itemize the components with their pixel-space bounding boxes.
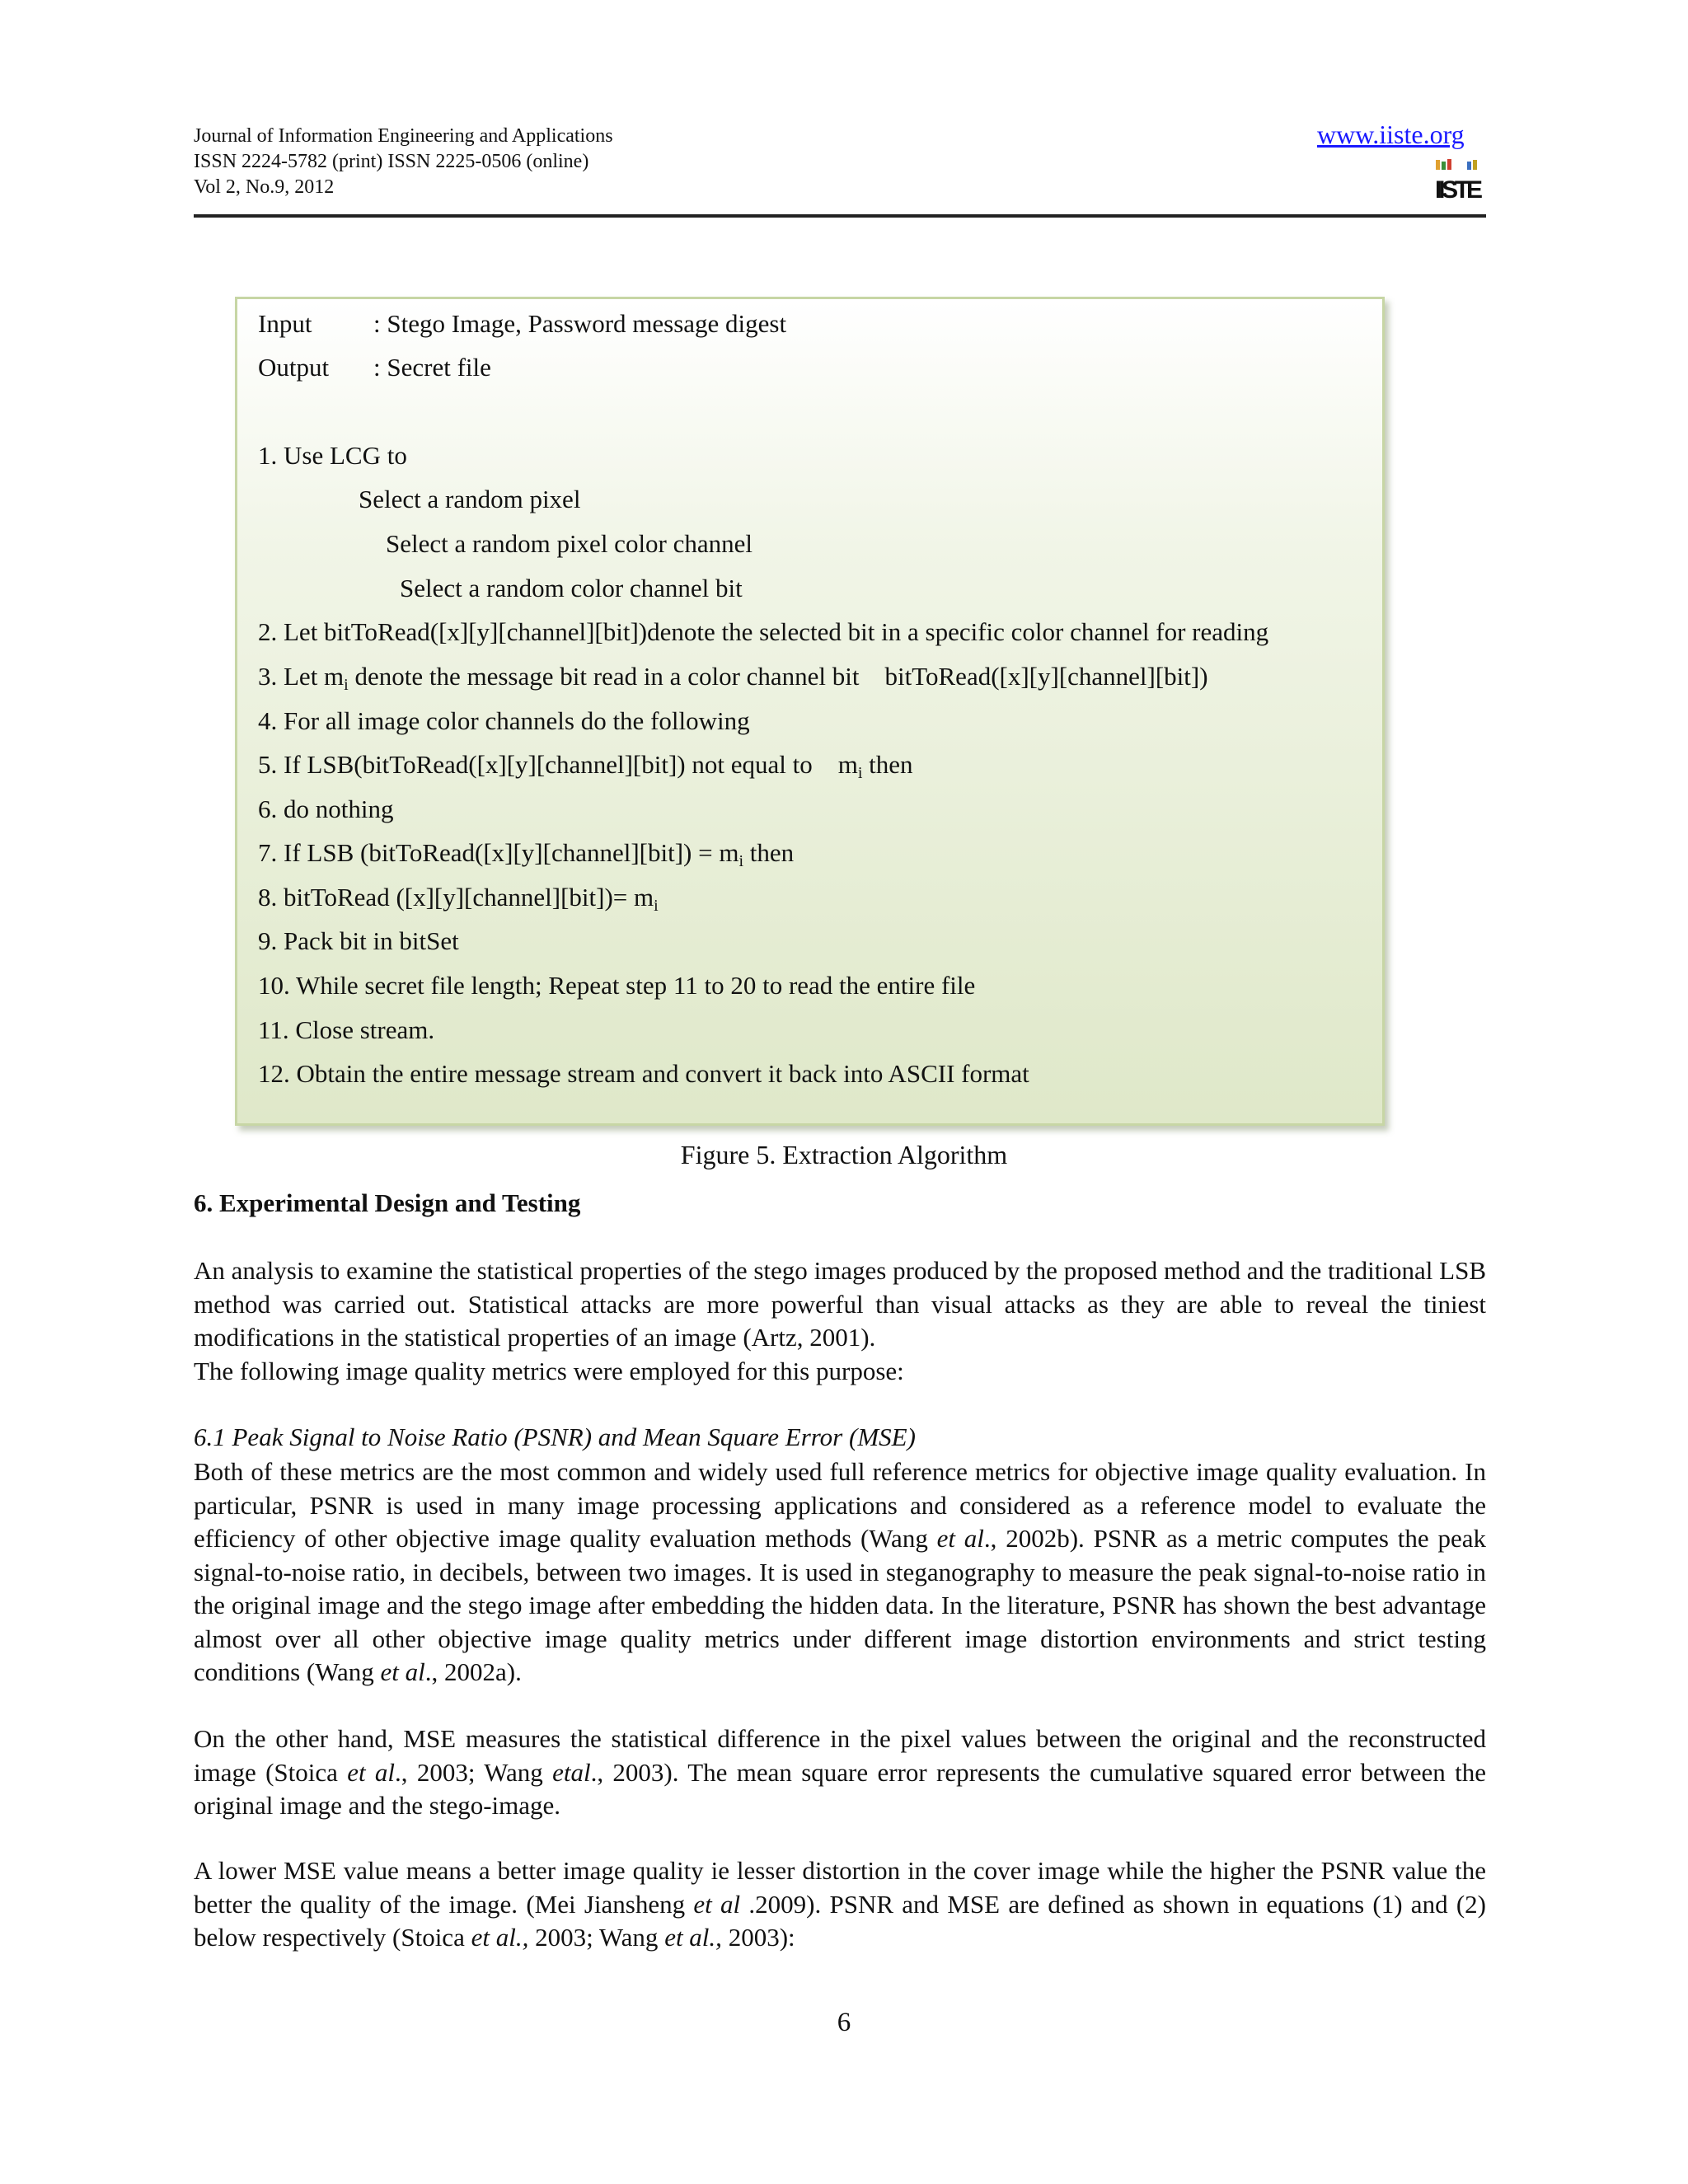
step-1a: Select a random pixel xyxy=(359,485,581,513)
figure-caption: Figure 5. Extraction Algorithm xyxy=(680,1140,1008,1169)
step-1c: Select a random color channel bit xyxy=(400,574,743,602)
page-number: 6 xyxy=(837,2008,851,2037)
input-label: Input xyxy=(258,309,312,338)
extraction-algorithm-box xyxy=(235,297,1385,1126)
step-12: 12. Obtain the entire message stream and convert it back into ASCII format xyxy=(258,1059,1029,1088)
output-value: : Secret file xyxy=(373,353,491,382)
step-5: 5. If LSB(bitToRead([x][y][channel][bit]) not equal to $m_i$ then xyxy=(258,750,913,782)
step-6: 6. do nothing xyxy=(258,794,394,823)
journal-url-link[interactable]: www.iiste.org xyxy=(1317,120,1465,149)
paragraph-1: An analysis to examine the statistical properties of the stego images produced by the proposed method and the traditional LSB method was carried out. Statistical attacks are more powerful than visual attacks as they are able to reveal the tiniest modifications in the statistical properties of an image (Artz, 2001). xyxy=(194,1256,1486,1352)
journal-title: Journal of Information Engineering and Applications xyxy=(194,125,613,147)
step-1b: Select a random pixel color channel xyxy=(386,529,753,558)
header-rule xyxy=(194,214,1486,218)
step-7: 7. If LSB (bitToRead([x][y][channel][bit]) = $m_i$ then xyxy=(258,838,795,870)
step-11: 11. Close stream. xyxy=(258,1015,435,1044)
paragraph-3: On the other hand, MSE measures the statistical difference in the pixel values between the original and the reconstructed image (Stoica et al., 2003; Wang etal., 2003). The mean square error represents the cumulative squared error between the original image and the stego-image. xyxy=(194,1724,1486,1820)
step-1: 1. Use LCG to xyxy=(258,441,407,470)
paragraph-2: Both of these metrics are the most common and widely used full reference metrics for objective image quality evaluation. In particular, PSNR is used in many image processing applications and considered as a reference model to evaluate the efficiency of other objective image quality evaluation methods (Wang et al., 2002b). PSNR as a metric computes the peak signal-to-noise ratio, in decibels, between two images. It is used in steganography to measure the peak signal-to-noise ratio in the original image and the stego image after embedding the hidden data. In the literature, PSNR has shown the best advantage almost over all other objective image quality metrics under different image distortion environments and strict testing conditions (Wang et al., 2002a). xyxy=(194,1457,1486,1686)
step-3: 3. Let $m_i$ denote the message bit read in a color channel bit bitToRead([x][y][channel][bit]) xyxy=(258,662,1208,694)
logo-text: IISTE xyxy=(1435,176,1483,201)
paragraph-4: A lower MSE value means a better image quality ie lesser distortion in the cover image while the higher the PSNR value the better the quality of the image. (Mei Jiansheng et al .2009). PSNR and MSE are defined as shown in equations (1) and (2) below respectively (Stoica et al., 2003; Wang et al., 2003): xyxy=(194,1856,1486,1952)
volume-line: Vol 2, No.9, 2012 xyxy=(194,176,335,198)
paragraph-1b: The following image quality metrics were employed for this purpose: xyxy=(194,1357,904,1385)
step-8: 8. bitToRead ([x][y][channel][bit])= $m_i$ xyxy=(258,883,659,915)
input-value: : Stego Image, Password message digest xyxy=(373,309,787,338)
subsection-heading: 6.1 Peak Signal to Noise Ratio (PSNR) and Mean Square Error (MSE) xyxy=(194,1422,916,1451)
step-9: 9. Pack bit in bitSet xyxy=(258,926,459,955)
step-2: 2. Let bitToRead([x][y][channel][bit])denote the selected bit in a specific color channel for reading xyxy=(258,617,1269,646)
issn-line: ISSN 2224-5782 (print) ISSN 2225-0506 (online) xyxy=(194,151,589,172)
step-4: 4. For all image color channels do the following xyxy=(258,706,750,735)
section-heading: 6. Experimental Design and Testing xyxy=(194,1188,581,1217)
iiste-logo xyxy=(1434,158,1485,201)
step-10: 10. While secret file length; Repeat step 11 to 20 to read the entire file xyxy=(258,971,976,1000)
output-label: Output xyxy=(258,353,330,382)
